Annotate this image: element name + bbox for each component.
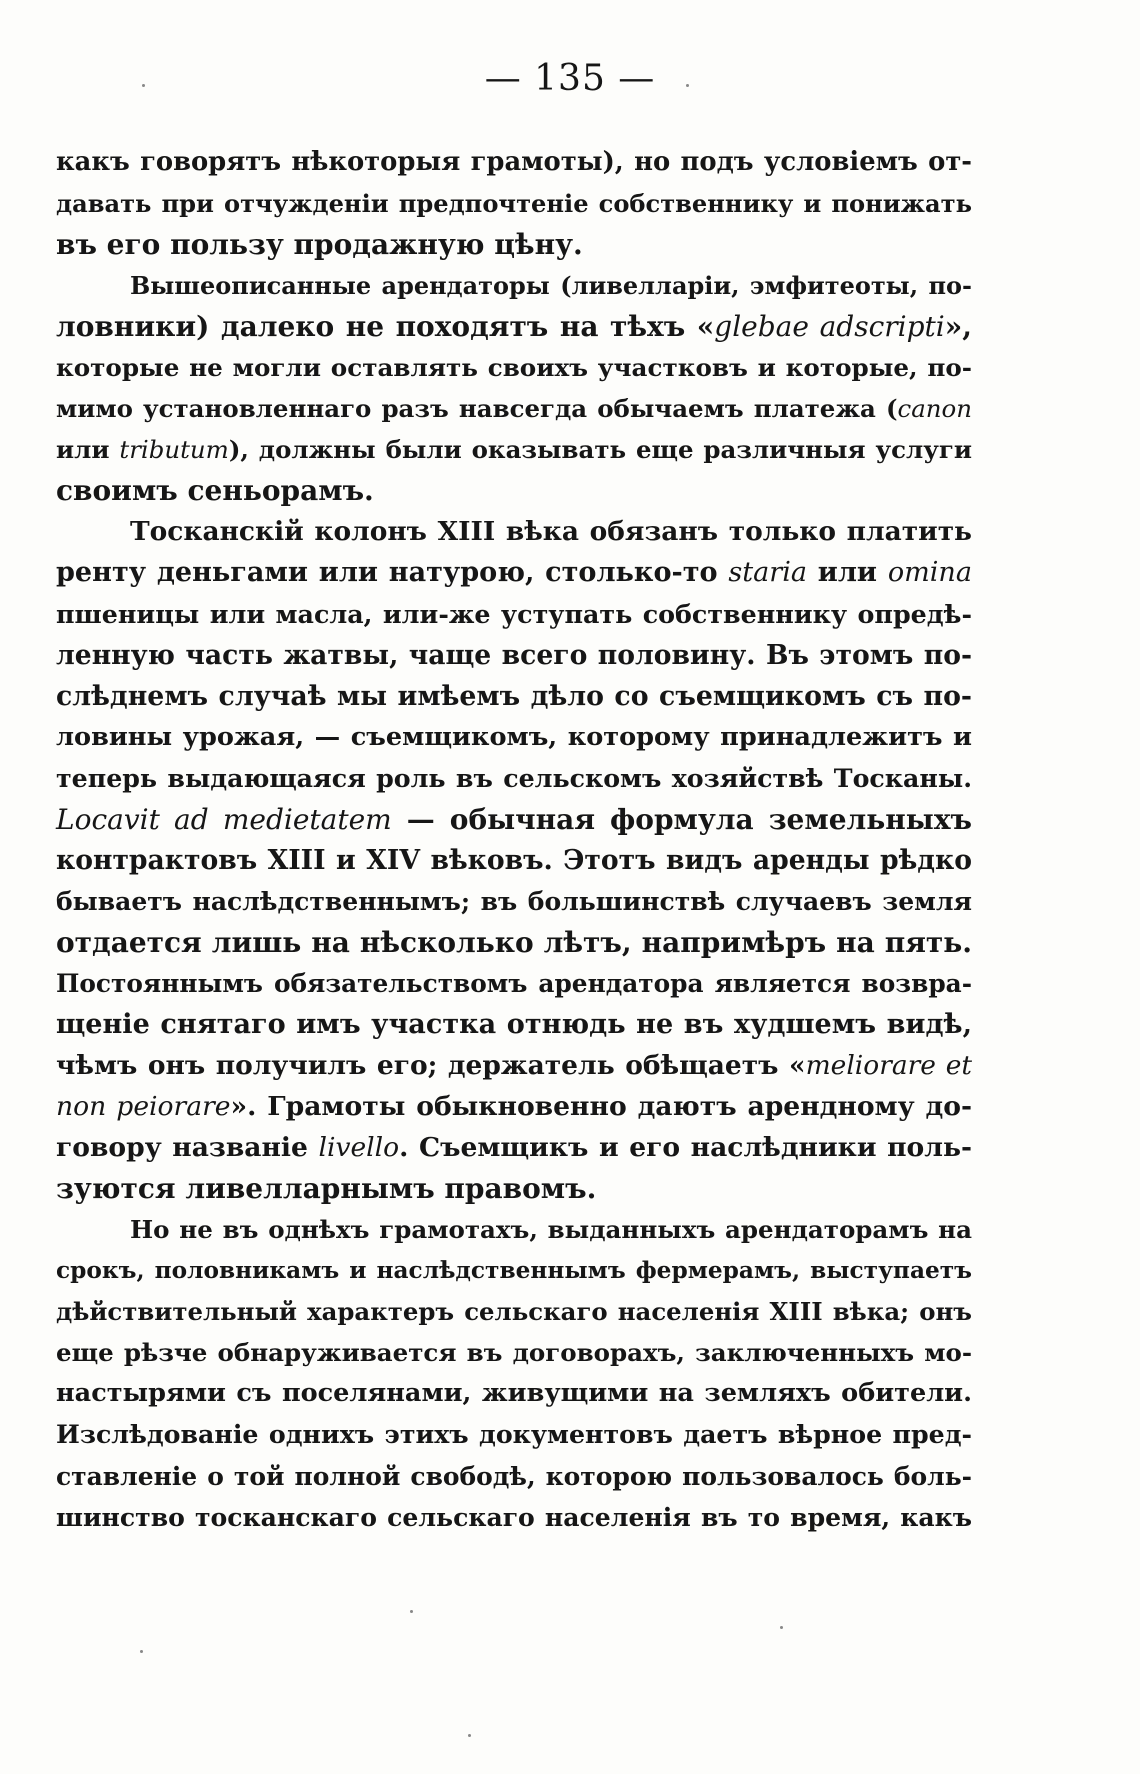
text-segment: контрактовъ XIII и XIV вѣковъ. Этотъ видъ аренды рѣдко — [56, 844, 972, 876]
text-segment: бываетъ наслѣдственнымъ; въ большинствѣ случаевъ земля — [56, 886, 972, 916]
text-segment: ловники) далеко не походятъ на тѣхъ « — [56, 310, 715, 344]
print-speck — [410, 1610, 413, 1613]
text-segment: — обычная формула земельныхъ — [391, 802, 972, 836]
body-text — [56, 142, 972, 1538]
italic-term: omina — [887, 557, 972, 589]
text-line — [56, 224, 972, 265]
text-segment: Изслѣдованіе однихъ этихъ документовъ даетъ вѣрное пред- — [56, 1419, 972, 1450]
text-segment: . Съемщикъ и его наслѣдники поль- — [399, 1132, 972, 1164]
text-line — [56, 635, 972, 676]
text-segment: ставленіе о той полной свободѣ, которою пользовалось боль- — [56, 1461, 972, 1491]
text-line — [56, 511, 972, 552]
text-segment: давать при отчужденіи предпочтеніе собственнику и понижать — [56, 189, 972, 219]
text-segment: чѣмъ онъ получилъ его; держатель обѣщаетъ « — [56, 1050, 806, 1082]
text-segment: отдается лишь на нѣсколько лѣтъ, напримѣръ на пять. — [56, 925, 972, 959]
italic-term: canon — [897, 394, 972, 424]
text-line — [56, 429, 972, 470]
text-line — [56, 265, 972, 306]
text-line — [56, 1456, 972, 1497]
text-segment: слѣднемъ случаѣ мы имѣемъ дѣло со съемщикомъ съ по- — [56, 680, 972, 712]
text-segment: дѣйствительный характеръ сельскаго населенія XIII вѣка; онъ — [56, 1297, 972, 1327]
text-segment: Вышеописанные арендаторы (ливелларіи, эмфитеоты, по- — [130, 271, 972, 301]
text-line — [56, 1250, 972, 1291]
italic-term: Locavit ad medietatem — [56, 802, 392, 836]
text-line — [56, 1497, 972, 1538]
italic-term: staria — [728, 557, 807, 589]
text-line — [56, 388, 972, 429]
text-segment: срокъ, половникамъ и наслѣдственнымъ фермерамъ, выступаетъ — [56, 1257, 972, 1285]
text-segment: мимо установленнаго разъ навсегда обычаемъ платежа ( — [56, 394, 898, 424]
text-line — [56, 1045, 972, 1086]
text-segment: теперь выдающаяся роль въ сельскомъ хозяйствѣ Тосканы. — [56, 762, 972, 793]
print-speck — [780, 1626, 783, 1629]
italic-term: glebae adscripti — [714, 310, 945, 344]
text-line — [56, 799, 972, 840]
text-line — [56, 881, 972, 922]
text-segment: зуются ливелларнымъ правомъ. — [56, 1172, 597, 1206]
text-segment: ренту деньгами или натурою, столько-то — [56, 557, 729, 589]
text-line — [56, 922, 972, 963]
text-line — [56, 1373, 972, 1414]
text-line — [56, 1127, 972, 1168]
print-speck — [142, 84, 145, 87]
text-segment: Постояннымъ обязательствомъ арендатора является возвра- — [56, 968, 972, 998]
text-segment: своимъ сеньорамъ. — [56, 474, 374, 508]
print-speck — [686, 84, 689, 87]
text-line — [56, 552, 972, 593]
italic-term: livello — [318, 1132, 400, 1164]
text-segment: или — [806, 557, 888, 589]
text-line — [56, 1291, 972, 1332]
text-segment: », — [944, 310, 972, 344]
text-line — [56, 1332, 972, 1373]
text-line — [56, 470, 972, 511]
text-segment: которые не могли оставлять своихъ участковъ и которые, по- — [56, 353, 972, 383]
text-line — [56, 1086, 972, 1127]
text-segment: ловины урожая, — съемщикомъ, которому принадлежитъ и — [56, 721, 972, 752]
text-segment: ». Грамоты обыкновенно даютъ арендному до- — [230, 1091, 972, 1123]
print-speck — [468, 1734, 471, 1737]
text-segment: въ его пользу продажную цѣну. — [56, 228, 583, 262]
text-segment: Тосканскій колонъ XIII вѣка обязанъ только платить — [130, 516, 972, 548]
text-segment: говору названіе — [56, 1132, 319, 1164]
text-line — [56, 1414, 972, 1455]
text-segment: еще рѣзче обнаруживается въ договорахъ, заключенныхъ мо- — [56, 1338, 972, 1368]
text-line — [56, 676, 972, 717]
text-segment: ленную часть жатвы, чаще всего половину. Въ этомъ по- — [56, 639, 972, 671]
text-line — [56, 306, 972, 347]
text-segment: или — [56, 435, 120, 465]
text-segment: шинство тосканскаго сельскаго населенія въ то время, какъ — [56, 1501, 972, 1532]
text-line — [56, 1168, 972, 1209]
text-line — [56, 183, 972, 224]
italic-term: tributum — [119, 435, 229, 465]
text-segment: ), должны были оказывать еще различныя услуги — [228, 435, 972, 465]
text-line — [56, 347, 972, 388]
text-line — [56, 840, 972, 881]
italic-term: non peiorare — [56, 1091, 231, 1123]
text-segment: настырями съ поселянами, живущими на земляхъ обители. — [56, 1378, 972, 1409]
text-segment: щеніе снятаго имъ участка отнюдь не въ худшемъ видѣ, — [56, 1008, 972, 1040]
text-line — [56, 142, 972, 183]
text-line — [56, 1209, 972, 1250]
text-line — [56, 758, 972, 799]
text-segment: Но не въ однѣхъ грамотахъ, выданныхъ арендаторамъ на — [130, 1215, 972, 1245]
italic-term: meliorare et — [805, 1050, 972, 1082]
text-line — [56, 1004, 972, 1045]
text-line — [56, 717, 972, 758]
text-segment: какъ говорятъ нѣкоторыя грамоты), но подъ условіемъ от- — [56, 147, 972, 177]
text-segment: пшеницы или масла, или-же уступать собственнику опредѣ- — [56, 598, 972, 629]
print-speck — [140, 1650, 143, 1653]
text-line — [56, 594, 972, 635]
text-line — [56, 963, 972, 1004]
page-number: — 135 — — [484, 58, 656, 99]
